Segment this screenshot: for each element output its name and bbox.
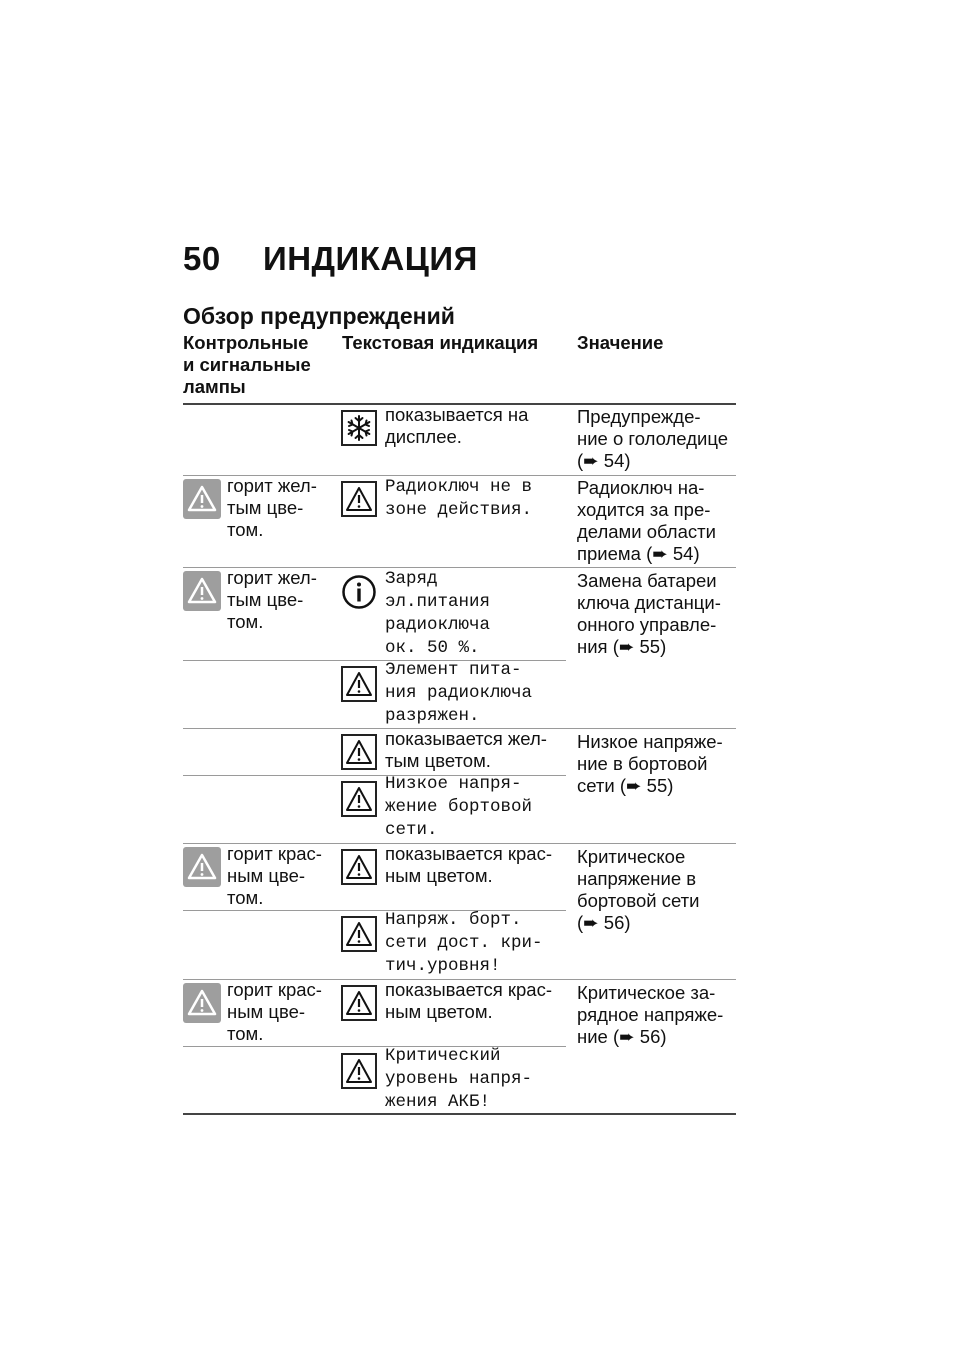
warning-icon xyxy=(341,734,377,770)
warning-lamp-icon xyxy=(183,571,221,611)
row-meaning: Радиоключ на- ходится за пре- делами области приема (➨ 54) xyxy=(577,477,716,564)
row-lamp-state: горит крас- ным цве- том. xyxy=(227,843,322,908)
warning-icon xyxy=(341,849,377,885)
warning-lamp-icon xyxy=(183,983,221,1023)
page-number: 50 xyxy=(183,240,221,277)
row-text: показывается крас- ным цветом. xyxy=(385,843,553,886)
row-lamp-state: горит жел- тым цве- том. xyxy=(227,475,317,540)
page-header xyxy=(183,240,478,278)
warning-icon xyxy=(341,985,377,1021)
row-meaning: Низкое напряже- ние в бортовой сети (➨ 55) xyxy=(577,731,723,796)
page-title: ИНДИКАЦИЯ xyxy=(263,240,478,277)
row-text: показывается крас- ным цветом. xyxy=(385,979,553,1022)
row-meaning: Замена батареи ключа дистанци- онного управле- ния (➨ 55) xyxy=(577,570,721,657)
info-icon xyxy=(341,574,377,610)
column-header-meaning: Значение xyxy=(577,332,664,353)
warning-icon xyxy=(341,666,377,702)
row-text: Заряд эл.питания радиоключа ок. 50 %. xyxy=(385,569,491,658)
row-text: Напряж. борт. сети дост. кри- тич.уровня! xyxy=(385,910,543,976)
section-title: Обзор предупреждений xyxy=(183,303,455,329)
snowflake-icon xyxy=(341,410,377,446)
row-lamp-state: горит крас- ным цве- том. xyxy=(227,979,322,1044)
row-text: Элемент пита- ния радиоключа разряжен. xyxy=(385,660,533,726)
warning-lamp-icon xyxy=(183,847,221,887)
row-lamp-state: горит жел- тым цве- том. xyxy=(227,567,317,632)
warning-icon xyxy=(341,781,377,817)
column-header-text: Текстовая индикация xyxy=(342,332,539,353)
row-meaning: Критическое напряжение в бортовой сети (➨ 56) xyxy=(577,846,700,933)
warning-icon xyxy=(341,1053,377,1089)
row-text: Критический уровень напря- жения АКБ! xyxy=(385,1046,533,1112)
row-meaning: Предупрежде- ние о гололедице (➨ 54) xyxy=(577,406,728,471)
warning-icon xyxy=(341,481,377,517)
warning-icon xyxy=(341,916,377,952)
row-text: показывается на дисплее. xyxy=(385,404,529,447)
row-text: Радиоключ не в зоне действия. xyxy=(385,477,533,520)
row-meaning: Критическое за- рядное напряже- ние (➨ 56) xyxy=(577,982,724,1047)
row-text: показывается жел- тым цветом. xyxy=(385,728,547,771)
row-text: Низкое напря- жение бортовой сети. xyxy=(385,774,533,840)
column-header-lamps: Контрольные и сигнальные лампы xyxy=(183,332,311,397)
warning-lamp-icon xyxy=(183,479,221,519)
